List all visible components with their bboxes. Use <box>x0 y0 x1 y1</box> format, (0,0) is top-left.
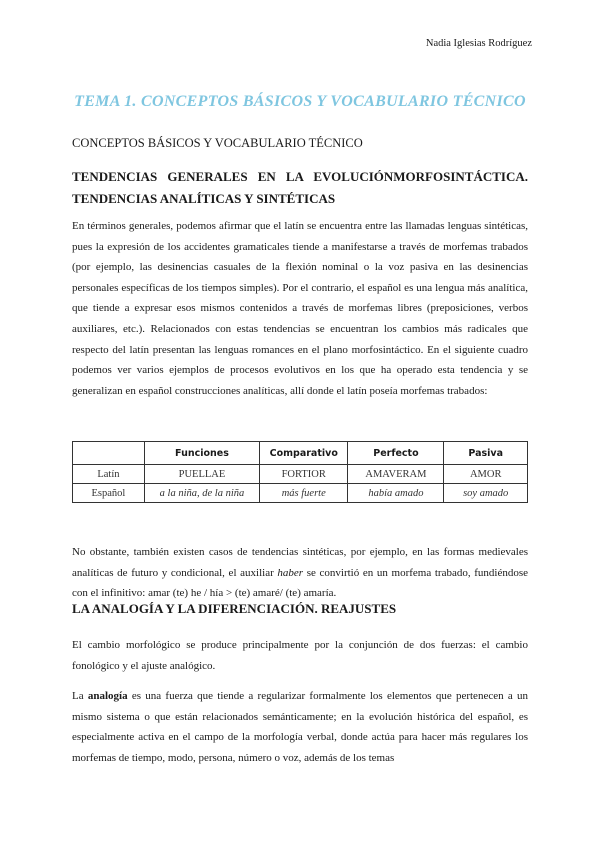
table-row-label: Español <box>91 487 126 499</box>
table-header-cell: Perfecto <box>348 442 444 465</box>
table-cell: soy amado <box>444 484 528 503</box>
strong-analogia: analogía <box>87 690 128 702</box>
paragraph-tendencias-sinteticas <box>72 542 528 604</box>
section-heading-analogia: LA ANALOGÍA Y LA DIFERENCIACIÓN. REAJUSTES <box>72 601 397 616</box>
paragraph-text: No obstante, también existen casos de tendencias sintéticas, por ejemplo, en las formas medievales analíticas de futuro y condicional, el auxiliar <box>72 546 528 579</box>
paragraph-text: es una fuerza que tiende a regularizar formalmente los elementos que pertenecen a un mismo sistema o que están relacionados semánticamente; en la evolución histórica del español, es especialmente activa en el campo de la morfología verbal, donde actúa para hacer más regulares los morfemas de tiempo, modo, persona, número o voz, además de los temas <box>72 690 528 764</box>
subtitle: CONCEPTOS BÁSICOS Y VOCABULARIO TÉCNICO <box>72 136 363 150</box>
table-row <box>73 484 528 503</box>
table-row <box>73 465 528 484</box>
table-header-cell: Comparativo <box>260 442 348 465</box>
table-cell: a la niña, de la niña <box>144 484 259 503</box>
table-header-cell: Funciones <box>144 442 259 465</box>
table-cell: FORTIOR <box>260 465 348 484</box>
page-title: TEMA 1. CONCEPTOS BÁSICOS Y VOCABULARIO TÉCNICO <box>74 93 526 110</box>
paragraph-cambio-morfologico: El cambio morfológico se produce principalmente por la conjunción de dos fuerzas: el cambio fonológico y el ajuste analógico. <box>72 639 528 672</box>
table-row-label: Latín <box>73 465 145 484</box>
emphasis-haber: haber <box>277 566 304 579</box>
table-cell: más fuerte <box>260 484 348 503</box>
table-cell: AMOR <box>444 465 528 484</box>
paragraph-text: La <box>72 690 88 702</box>
table-header-cell: Pasiva <box>444 442 528 465</box>
paragraph-intro: En términos generales, podemos afirmar que el latín se encuentra entre las llamadas lenguas sintéticas, pues la expresión de los accidentes gramaticales tiende a manifestarse a través de morfemas trabados (por ejemplo, las desinencias casuales de la flexión nominal o la voz pasiva en las desinencias personales específicas de los tiempos simples). Por el contrario, el español es una lengua más analítica, que tiende a expresar esos mismos contenidos a través de morfemas libres (preposiciones, verbos auxiliares, etc.). Relacionados con estas tendencias se encuentran los cambios más radicales que respecto del latín presentan las lenguas romances en el plano morfosintáctico. En el siguiente cuadro podemos ver varios ejemplos de procesos evolutivos en los que ha operado esta tendencia y se generalizan en español construcciones analíticas, allí donde el latín poseía morfemas trabados: <box>72 220 528 397</box>
comparison-table <box>72 441 528 503</box>
author-name: Nadia Iglesias Rodríguez <box>425 38 532 49</box>
table-header-cell <box>73 442 145 465</box>
table-cell: AMAVERAM <box>348 465 444 484</box>
paragraph-text: se convirtió en un morfema trabado, fundiéndose con el infinitivo: amar (te) he / hía > (te) amaré/ (te) amaría. <box>72 566 529 600</box>
table-header-row <box>73 442 528 465</box>
paragraph-analogia <box>72 686 528 768</box>
section-heading-tendencias: TENDENCIAS GENERALES EN LA EVOLUCIÓNMORFOSINTÁCTICA. TENDENCIAS ANALÍTICAS Y SINTÉTICAS <box>72 169 528 206</box>
table-cell: PUELLAE <box>144 465 259 484</box>
table-cell: había amado <box>348 484 444 503</box>
